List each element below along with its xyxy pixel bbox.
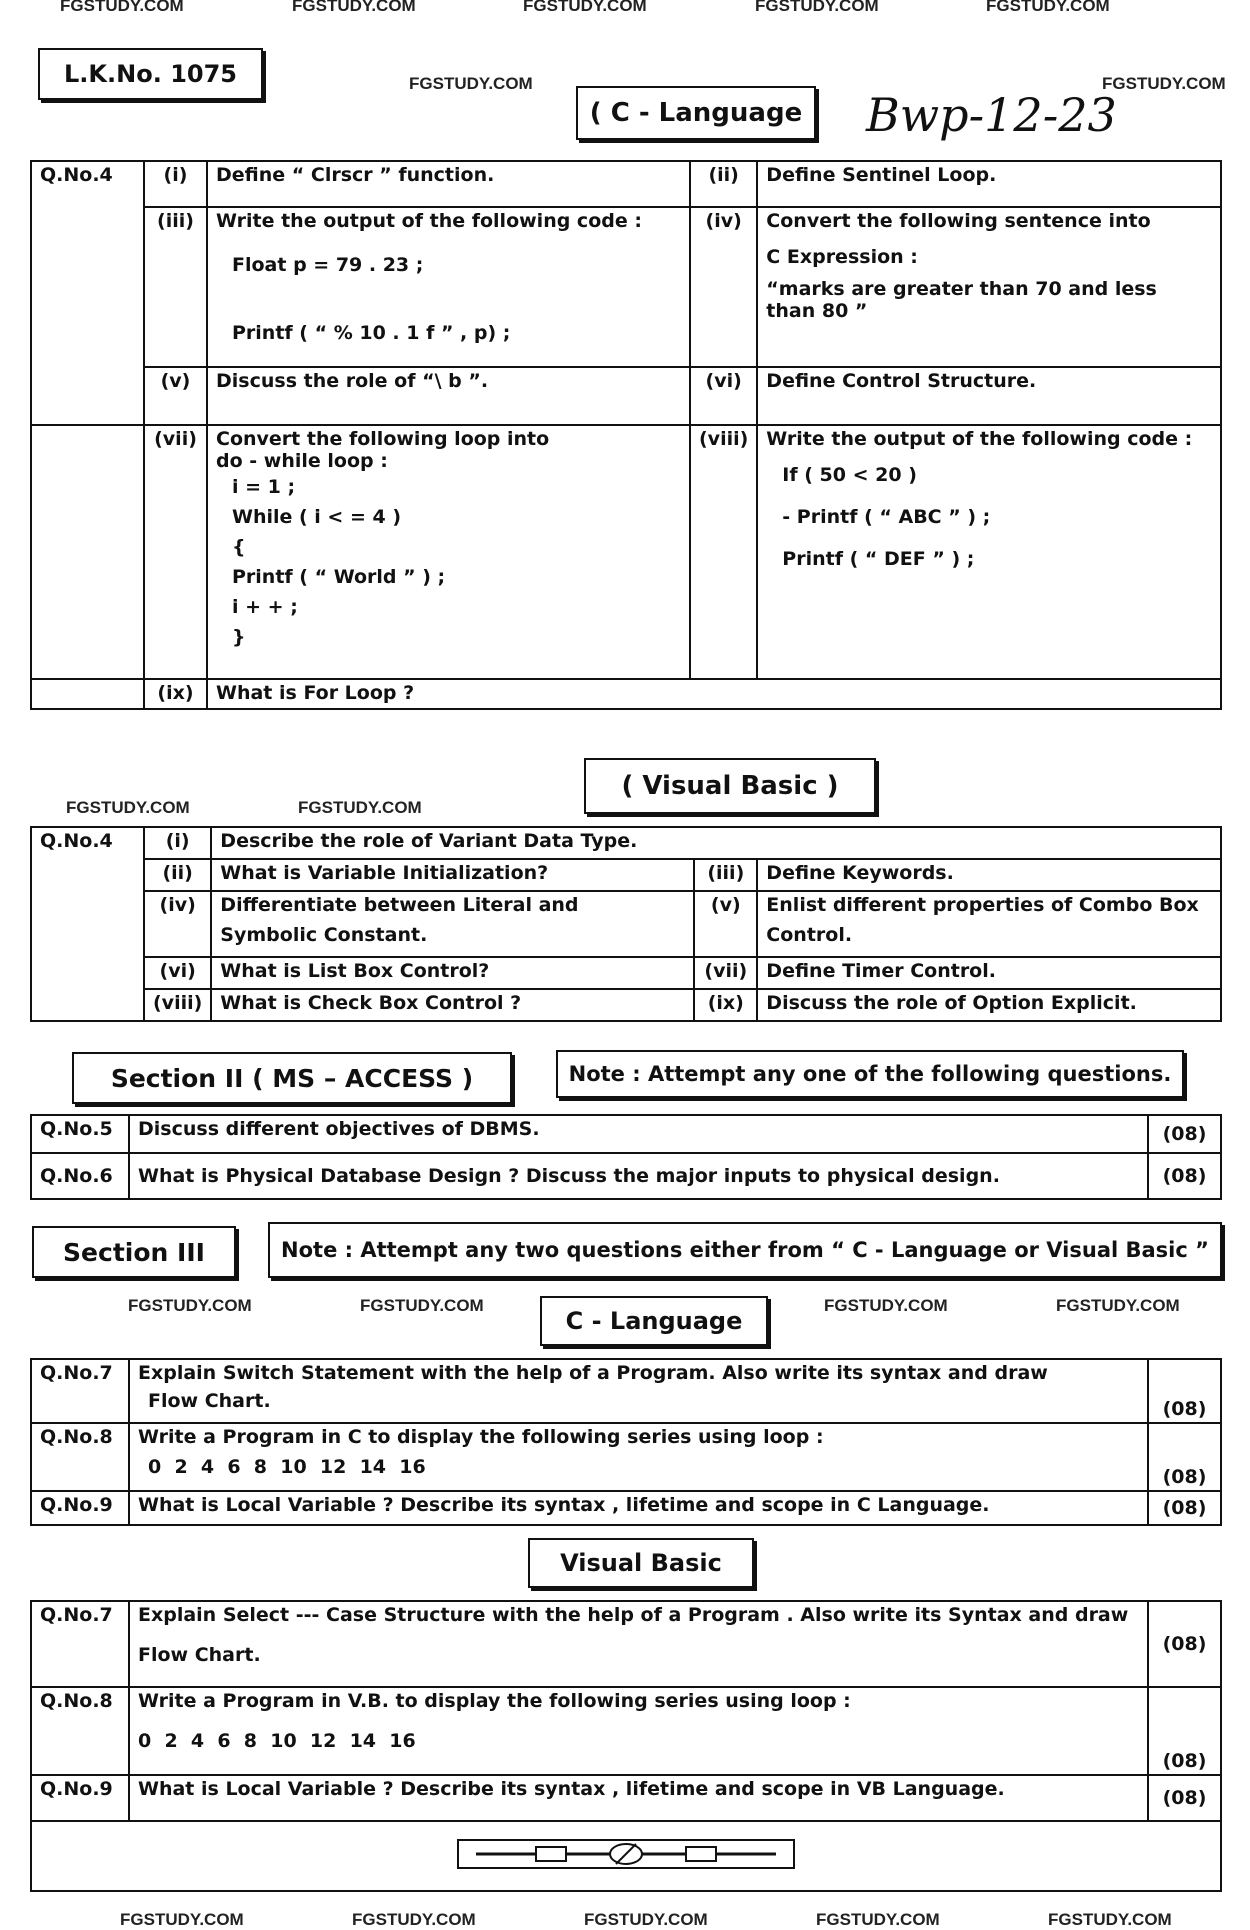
item-number: (iii) — [144, 207, 207, 367]
section-3-vb-questions-table — [30, 1600, 1222, 1892]
marks: (08) — [1148, 1775, 1221, 1821]
item-number: (v) — [144, 367, 207, 425]
question-block — [207, 425, 690, 679]
item-number: (v) — [694, 891, 757, 957]
c-short-questions-table — [30, 160, 1222, 710]
watermark: FGSTUDY.COM — [352, 1910, 476, 1929]
watermark: FGSTUDY.COM — [409, 74, 533, 93]
watermark: FGSTUDY.COM — [755, 0, 879, 15]
question-text: “marks are greater than 70 and less than 80 ” — [766, 278, 1157, 322]
question-text: Flow Chart. — [148, 1390, 271, 1412]
watermark: FGSTUDY.COM — [986, 0, 1110, 15]
section-title-text: C - Language — [565, 1307, 743, 1335]
question-text: What is Variable Initialization? — [211, 859, 694, 891]
section-3-c-questions-table — [30, 1358, 1222, 1526]
marks: (08) — [1148, 1359, 1221, 1423]
watermark: FGSTUDY.COM — [1056, 1296, 1180, 1315]
question-text: Explain Switch Statement with the help of a Program. Also write its syntax and draw — [138, 1362, 1048, 1384]
question-text: Define Control Structure. — [757, 367, 1221, 425]
question-text: What is Check Box Control ? — [211, 989, 694, 1021]
section-title-text: Section II ( MS – ACCESS ) — [110, 1063, 474, 1093]
item-number: (ix) — [144, 679, 207, 709]
question-block — [129, 1423, 1148, 1491]
question-number: Q.No.4 — [31, 827, 144, 1021]
code-line: i = 1 ; — [232, 476, 296, 498]
vb-short-questions-table — [30, 826, 1222, 1022]
code-line: Float p = 79 . 23 ; — [232, 254, 424, 276]
section-3-title — [32, 1226, 236, 1278]
section-3-note — [268, 1222, 1222, 1278]
question-block — [207, 207, 690, 367]
section-c-language-title — [576, 86, 816, 140]
watermark: FGSTUDY.COM — [120, 1910, 244, 1929]
question-text: Describe the role of Variant Data Type. — [211, 827, 1221, 859]
question-text: Explain Select --- Case Structure with the help of a Program . Also write its Syntax and draw — [138, 1604, 1129, 1626]
section-2-title — [72, 1052, 512, 1104]
question-text: Define Sentinel Loop. — [757, 161, 1221, 207]
question-number: Q.No.4 — [31, 161, 144, 425]
question-text: What is Local Variable ? Describe its syntax , lifetime and scope in VB Language. — [129, 1775, 1148, 1821]
marks: (08) — [1148, 1491, 1221, 1525]
question-text: Convert the following sentence into — [766, 210, 1151, 232]
question-block — [757, 891, 1221, 957]
watermark: FGSTUDY.COM — [1048, 1910, 1172, 1929]
watermark: FGSTUDY.COM — [816, 1910, 940, 1929]
question-text: What is Local Variable ? Describe its syntax , lifetime and scope in C Language. — [129, 1491, 1148, 1525]
watermark: FGSTUDY.COM — [523, 0, 647, 15]
item-number: (iii) — [694, 859, 757, 891]
section-title-text: Visual Basic — [560, 1549, 722, 1577]
lk-number-box — [38, 48, 263, 100]
code-line: } — [232, 626, 246, 648]
item-number: (iv) — [690, 207, 757, 367]
marks: (08) — [1148, 1153, 1221, 1199]
watermark: FGSTUDY.COM — [360, 1296, 484, 1315]
question-block — [129, 1687, 1148, 1775]
handwritten-code: Bwp-12-23 — [866, 88, 1117, 142]
item-number: (viii) — [144, 989, 211, 1021]
item-number: (vii) — [694, 957, 757, 989]
question-number: Q.No.6 — [31, 1153, 129, 1199]
visual-basic-title — [584, 758, 876, 814]
question-text: Write a Program in C to display the following series using loop : — [138, 1426, 824, 1448]
item-number: (i) — [144, 827, 211, 859]
item-number: (viii) — [690, 425, 757, 679]
question-text: What is List Box Control? — [211, 957, 694, 989]
question-text: C Expression : — [766, 246, 918, 268]
item-number: (iv) — [144, 891, 211, 957]
section-title-text: Section III — [63, 1237, 205, 1267]
item-number: (vii) — [144, 425, 207, 679]
question-number: Q.No.9 — [31, 1775, 129, 1821]
series-text: 0 2 4 6 8 10 12 14 16 — [138, 1730, 416, 1752]
item-number: (i) — [144, 161, 207, 207]
section-title-text: ( C - Language — [589, 98, 803, 128]
section-3-c-language-title — [540, 1296, 768, 1346]
question-block — [757, 207, 1221, 367]
question-text: What is For Loop ? — [207, 679, 1221, 709]
code-line: Printf ( “ DEF ” ) ; — [782, 548, 975, 570]
code-line: Printf ( “ % 10 . 1 f ” , p) ; — [232, 322, 511, 344]
watermark: FGSTUDY.COM — [128, 1296, 252, 1315]
code-line: While ( i < = 4 ) — [232, 506, 402, 528]
section-2-note — [556, 1050, 1184, 1098]
question-text: Discuss the role of Option Explicit. — [757, 989, 1221, 1021]
section-3-visual-basic-title — [528, 1538, 754, 1588]
question-number: Q.No.5 — [31, 1115, 129, 1153]
note-text: Note : Attempt any two questions either from “ C - Language or Visual Basic ” — [281, 1238, 1209, 1262]
note-text: Note : Attempt any one of the following questions. — [568, 1062, 1172, 1086]
section-title-text: ( Visual Basic ) — [621, 771, 839, 801]
item-number: (vi) — [144, 957, 211, 989]
section-2-questions-table — [30, 1114, 1222, 1200]
question-text: Discuss the role of “\ b ”. — [207, 367, 690, 425]
question-block — [757, 425, 1221, 679]
item-number: (ii) — [690, 161, 757, 207]
question-text: Discuss different objectives of DBMS. — [129, 1115, 1148, 1153]
question-block — [129, 1601, 1148, 1687]
item-number: (vi) — [690, 367, 757, 425]
watermark: FGSTUDY.COM — [298, 798, 422, 817]
question-block — [129, 1359, 1148, 1423]
question-text: What is Physical Database Design ? Discuss the major inputs to physical design. — [129, 1153, 1148, 1199]
code-line: Printf ( “ World ” ) ; — [232, 566, 446, 588]
question-text: Flow Chart. — [138, 1644, 261, 1666]
question-number: Q.No.8 — [31, 1687, 129, 1775]
question-number: Q.No.7 — [31, 1601, 129, 1687]
watermark: FGSTUDY.COM — [60, 0, 184, 15]
question-text: Differentiate between Literal and — [220, 894, 579, 916]
question-text: Write the output of the following code : — [766, 428, 1193, 450]
code-line: If ( 50 < 20 ) — [782, 464, 917, 486]
item-number: (ii) — [144, 859, 211, 891]
lk-number: L.K.No. 1075 — [64, 60, 237, 88]
question-text: Define Keywords. — [757, 859, 1221, 891]
code-line: i + + ; — [232, 596, 298, 618]
question-text: do - while loop : — [216, 450, 388, 472]
question-text: Control. — [766, 924, 853, 946]
watermark: FGSTUDY.COM — [292, 0, 416, 15]
question-number: Q.No.8 — [31, 1423, 129, 1491]
question-block — [211, 891, 694, 957]
end-ornament-cell — [31, 1821, 1221, 1891]
question-text: Define Timer Control. — [757, 957, 1221, 989]
question-text: Write the output of the following code : — [216, 210, 642, 232]
watermark: FGSTUDY.COM — [1102, 74, 1226, 93]
code-line: - Printf ( “ ABC ” ) ; — [782, 506, 991, 528]
series-text: 0 2 4 6 8 10 12 14 16 — [148, 1456, 426, 1478]
marks: (08) — [1148, 1115, 1221, 1153]
marks: (08) — [1148, 1601, 1221, 1687]
question-number: Q.No.7 — [31, 1359, 129, 1423]
end-ornament-icon — [456, 1834, 796, 1874]
question-text: Enlist different properties of Combo Box — [766, 894, 1199, 916]
code-line: { — [232, 536, 246, 558]
item-number: (ix) — [694, 989, 757, 1021]
question-text: Define “ Clrscr ” function. — [207, 161, 690, 207]
question-number: Q.No.9 — [31, 1491, 129, 1525]
question-text: Convert the following loop into — [216, 428, 550, 450]
marks: (08) — [1148, 1423, 1221, 1491]
watermark: FGSTUDY.COM — [824, 1296, 948, 1315]
watermark: FGSTUDY.COM — [584, 1910, 708, 1929]
question-text: Write a Program in V.B. to display the following series using loop : — [138, 1690, 851, 1712]
marks: (08) — [1148, 1687, 1221, 1775]
watermark: FGSTUDY.COM — [66, 798, 190, 817]
question-text: Symbolic Constant. — [220, 924, 428, 946]
